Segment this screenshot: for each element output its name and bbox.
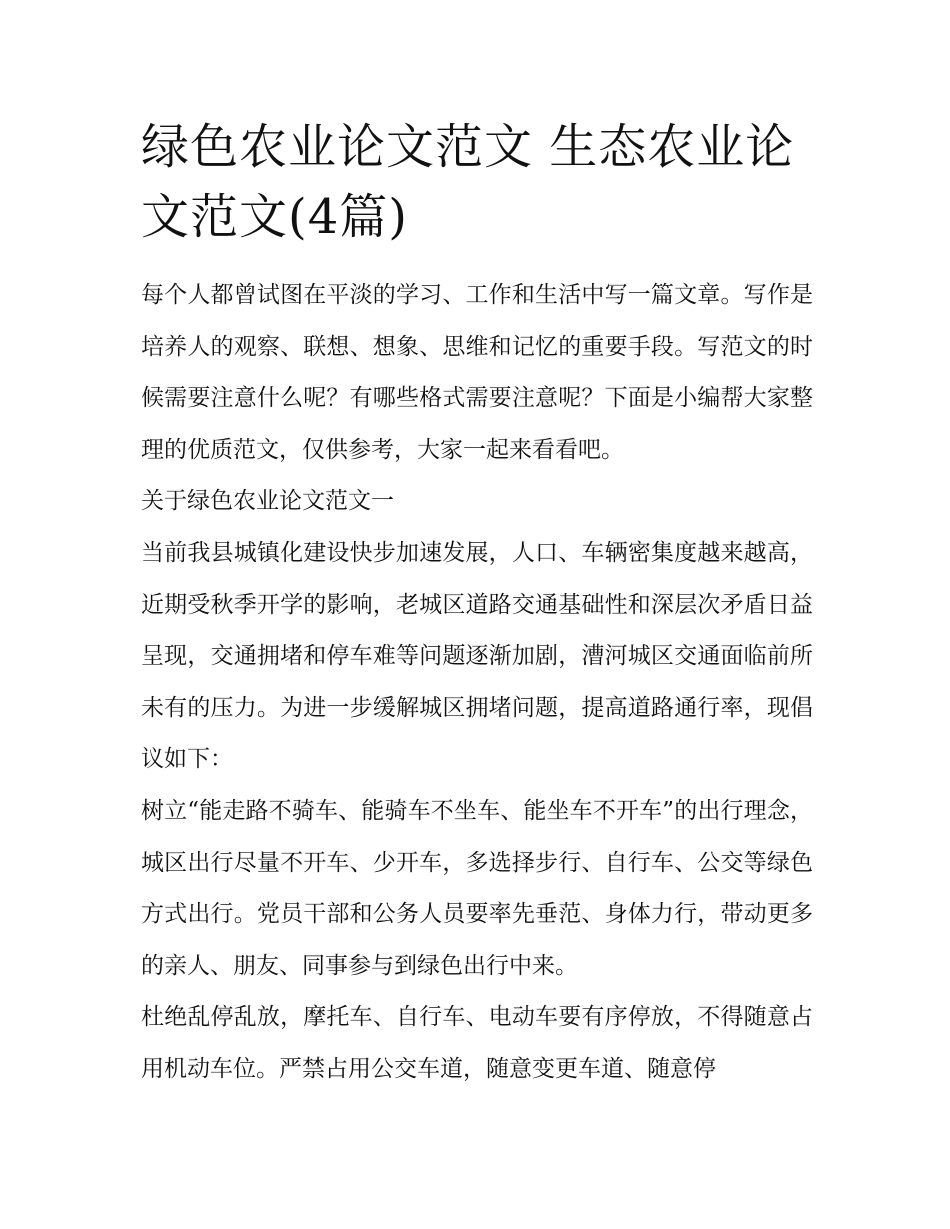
paragraph-traffic-context: 当前我县城镇化建设快步加速发展，人口、车辆密集度越来越高，近期受秋季开学的影响，老城区道路交通基础性和深层次矛盾日益呈现，交通拥堵和停车难等问题逐渐加剧，漕河城区交通面临前所未有的压力。为进一步缓解城区拥堵问题，提高道路通行率，现倡议如下： <box>141 539 813 773</box>
paragraph-parking: 杜绝乱停乱放，摩托车、自行车、电动车要有序停放，不得随意占用机动车位。严禁占用公交车道，随意变更车道、随意停 <box>141 1004 813 1082</box>
paragraph-intro: 每个人都曾试图在平淡的学习、工作和生活中写一篇文章。写作是培养人的观察、联想、想象、思维和记忆的重要手段。写范文的时候需要注意什么呢？有哪些格式需要注意呢？下面是小编帮大家整理的优质范文，仅供参考，大家一起来看看吧。 <box>141 282 813 463</box>
section-heading: 关于绿色农业论文范文一 <box>141 488 394 515</box>
document-page <box>141 112 813 1096</box>
document-title: 绿色农业论文范文 生态农业论文范文(4篇) <box>141 119 795 245</box>
paragraph-green-travel: 树立“能走路不骑车、能骑车不坐车、能坐车不开车”的出行理念，城区出行尽量不开车、少开车，多选择步行、自行车、公交等绿色方式出行。党员干部和公务人员要率先垂范、身体力行，带动更多的亲人、朋友、同事参与到绿色出行中来。 <box>141 797 813 979</box>
document-body <box>141 270 813 1096</box>
